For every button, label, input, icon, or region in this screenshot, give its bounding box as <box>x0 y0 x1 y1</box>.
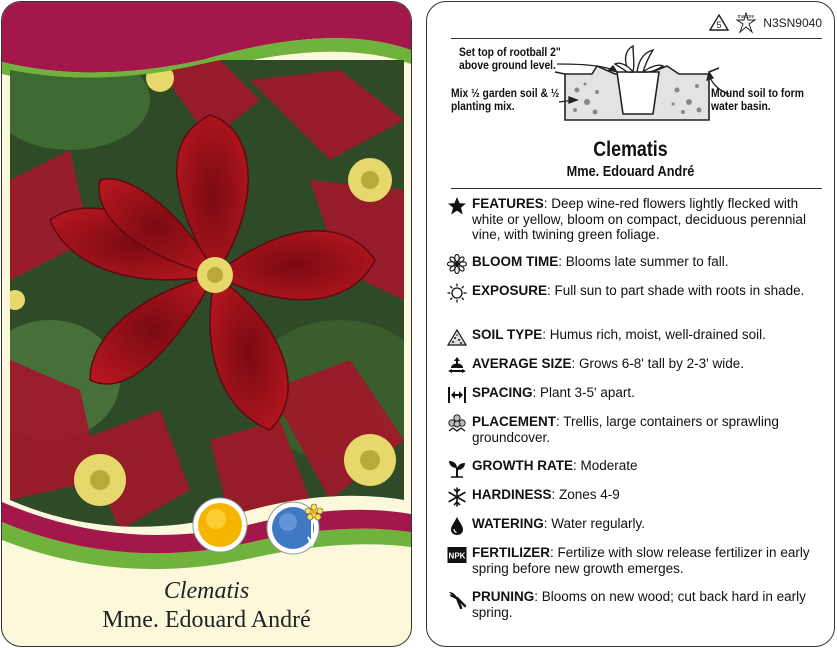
clematis-flower-photo <box>10 60 404 538</box>
info-row-features <box>447 196 825 243</box>
info-row-hardiness <box>447 487 825 503</box>
snowflake-icon <box>447 487 467 507</box>
info-label: AVERAGE SIZE <box>472 356 572 371</box>
info-text: : Blooms late summer to fall. <box>558 254 729 269</box>
plant-title: Clematis <box>593 138 668 161</box>
svg-text:macore: macore <box>737 14 755 20</box>
top-divider <box>451 38 822 39</box>
plant-subtitle: Mme. Edouard André <box>566 163 695 180</box>
star-icon <box>447 196 467 216</box>
info-text: : Blooms on new wood; cut back hard in early spring. <box>472 589 806 620</box>
info-label: PLACEMENT <box>472 414 556 429</box>
code-row <box>709 12 822 34</box>
info-row-placement <box>447 414 825 445</box>
title-divider <box>451 188 822 189</box>
info-text: : Fertilize with slow release fertilizer in early spring before new growth emerges. <box>472 545 810 576</box>
plant-photo-card <box>1 1 412 647</box>
part-shade-water-icon <box>266 497 328 557</box>
recycle-icon <box>709 14 729 32</box>
sun-outline-icon <box>447 283 467 303</box>
info-label: GROWTH RATE <box>472 458 573 473</box>
flower-icon <box>447 254 467 274</box>
svg-text:5: 5 <box>716 20 722 30</box>
npk-icon <box>447 545 467 565</box>
soil-pile-icon <box>447 327 467 347</box>
product-code: N3SN9040 <box>763 16 822 30</box>
info-text: : Moderate <box>573 458 638 473</box>
info-row-exposure <box>447 283 825 299</box>
diagram-label-right: Mound soil to form water basin. <box>711 86 804 113</box>
info-text: : Humus rich, moist, well-drained soil. <box>542 327 766 342</box>
cultivar-name: Mme. Edouard André <box>102 607 311 633</box>
info-label: FERTILIZER <box>472 545 550 560</box>
diagram-label-left: Mix ½ garden soil & ½ planting mix. <box>451 86 560 113</box>
info-text: : Plant 3-5' apart. <box>532 385 635 400</box>
info-label: EXPOSURE <box>472 283 548 298</box>
info-label: HARDINESS <box>472 487 552 502</box>
info-row-bloom-time <box>447 254 825 270</box>
info-row-fertilizer <box>447 545 825 576</box>
info-text: : Grows 6-8' tall by 2-3' wide. <box>571 356 744 371</box>
info-label: SPACING <box>472 385 533 400</box>
info-label: BLOOM TIME <box>472 254 559 269</box>
info-text: : Zones 4-9 <box>551 487 620 502</box>
info-label: SOIL TYPE <box>472 327 543 342</box>
info-text: : Trellis, large containers or sprawling groundcover. <box>472 414 779 445</box>
info-text: : Water regularly. <box>543 516 646 531</box>
full-sun-icon <box>192 497 248 553</box>
pruners-icon <box>447 589 467 609</box>
info-row-pruning <box>447 589 825 620</box>
info-row-watering <box>447 516 825 532</box>
spacing-arrows-icon <box>447 385 467 405</box>
size-icon <box>447 356 467 376</box>
sprout-icon <box>447 458 467 478</box>
info-row-spacing <box>447 385 825 401</box>
info-row-soil-type <box>447 327 825 343</box>
plant-info-card <box>426 1 835 647</box>
info-label: WATERING <box>472 516 544 531</box>
info-row-average-size <box>447 356 825 372</box>
svg-text:NPK: NPK <box>448 551 466 561</box>
botanical-name: Clematis <box>163 578 250 604</box>
info-row-growth-rate <box>447 458 825 474</box>
water-drop-icon <box>447 516 467 536</box>
info-text: : Deep wine-red flowers lightly flecked with white or yellow, bloom on compact, deciduous perennial vine, with twining green foliage. <box>472 196 806 242</box>
diagram-label-top: Set top of rootball 2" above ground level. <box>459 45 561 72</box>
placement-icon <box>447 414 467 434</box>
info-label: PRUNING <box>472 589 535 604</box>
brand-logo-icon <box>735 12 757 34</box>
info-label: FEATURES <box>472 196 544 211</box>
info-text: : Full sun to part shade with roots in shade. <box>547 283 805 298</box>
